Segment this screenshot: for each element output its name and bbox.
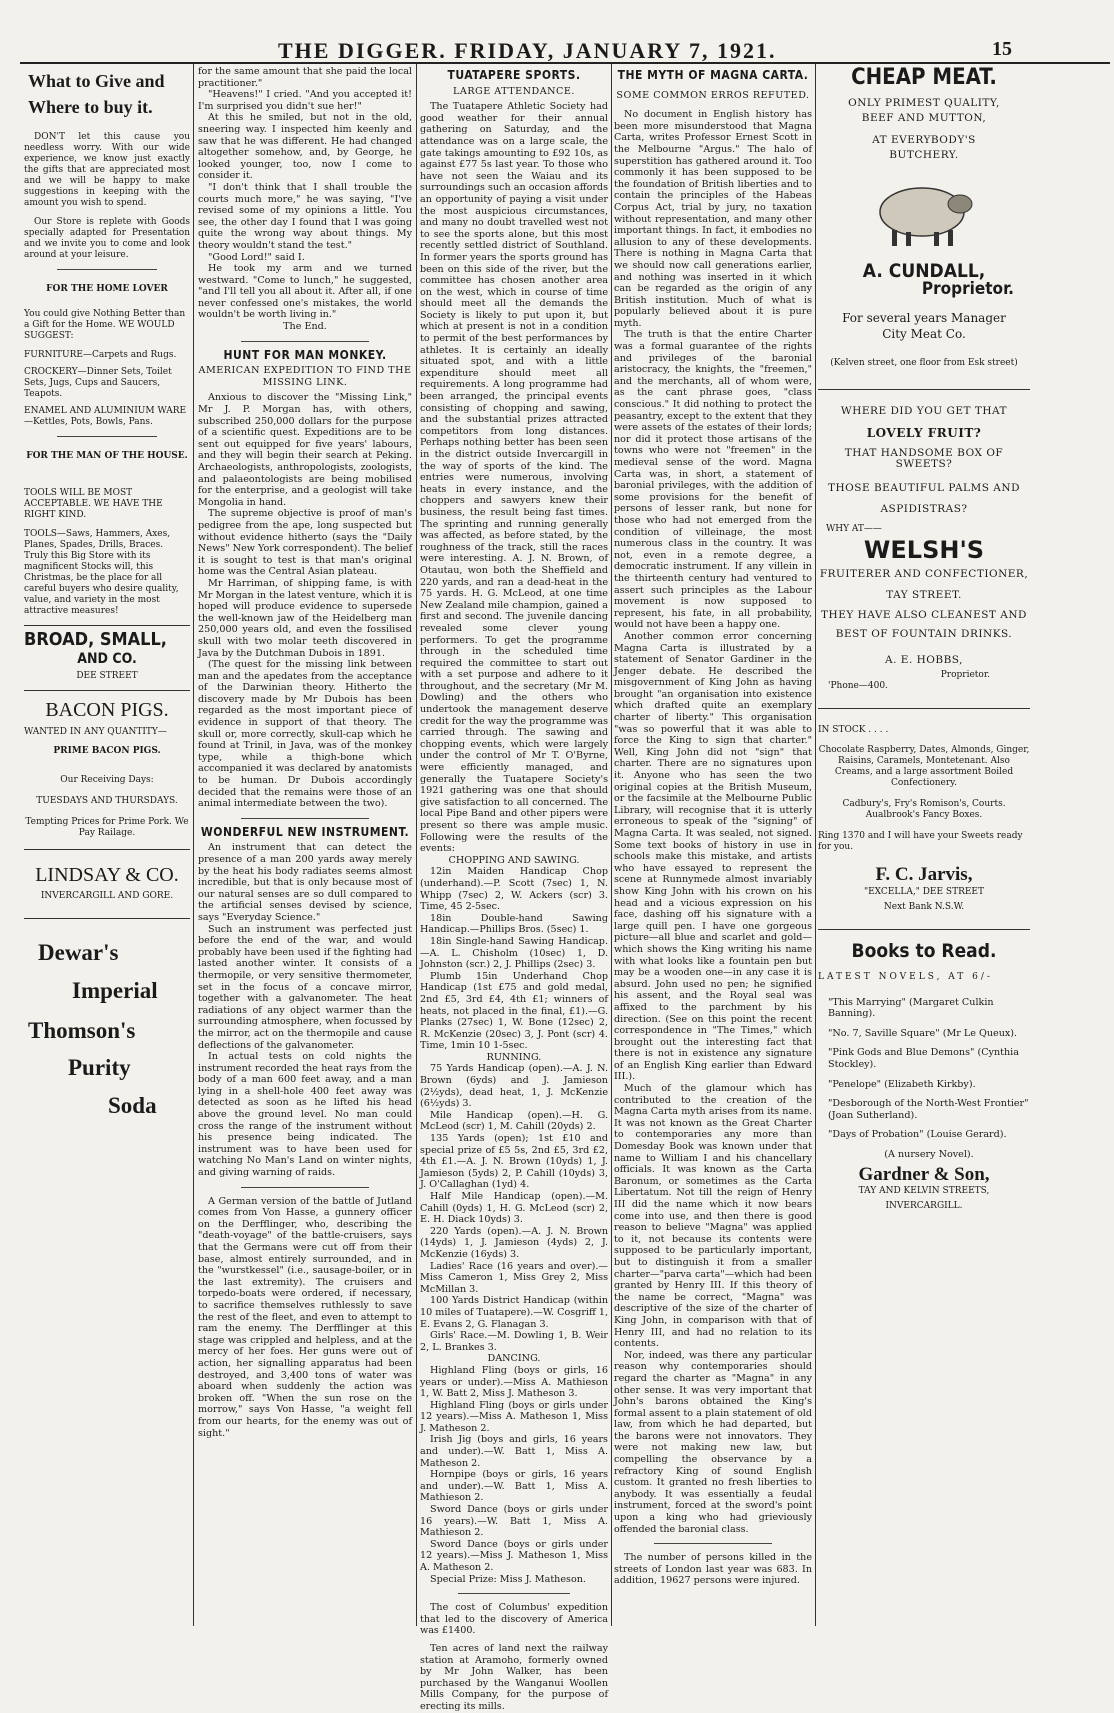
column-gifts	[24, 66, 190, 1626]
sports-paragraph: The Tuatapere Athletic Society had good weather for their annual gathering on Saturday, and the attendance was on a large scale, the gate takings amounting to £92 10s, as against £77 5s last year. To those who have not seen the Waiau and its surroundings such an occasion affords an opportunity of paying a visit under the most auspicious circumstances, and many no doubt travelled west not to see the sports alone, but this most recently settled district of Southland. In former years the sports ground has been on this side of the river, but the committee has chosen another area on the west, which in course of time should meet all the demands the Society is likely to put upon it, but which at present is not in a condition to permit of the best performances by athletes. It is certainly an ideally situated spot, and with a little expenditure should meet all requirements. A long programme had been arranged, the principal events consisting of chopping and sawing, and the substantial prizes attracted competitors from long distances. Perhaps nothing better has been seen in the district outside Invercargill in the way of sports of the kind. The entries were numerous, involving heats in every instance, and the choppers and sawyers knew their business, the result being fast times. The sprinting and running generally was affected, as before stated, by the roughness of the track, still the races were interesting. A. J. N. Brown, of Otautau, won both the Sheffield and 220 yards, and ran a dead-heat in the 75 yards. H. G. McLeod, at one time New Zealand mile champion, gained a first and second. The juvenile dancing revealed some clever young performers. To get the programme through in the scheduled time required the committee to start out with a set purpose and adhere to it throughout, and the secretary (Mr M. Dowling) and the others who undertook the management deserve credit for the way the programme was carried through. The sawing and chopping events, which were largely under the control of Mr T. O'Byrne, were efficiently managed, and generally the Tuatapere Society's 1921 gathering was one that should give satisfaction to all concerned. The local Pipe Band and other pipers were present so there was ample music. Following were the results of the events:	[420, 101, 608, 855]
story-paragraph: "Heavens!" I cried. "And you accepted it! I'm surprised you didn't sue her!"	[198, 89, 412, 112]
gardner-name: Gardner & Son,	[858, 1163, 990, 1185]
man-heading: FOR THE MAN OF THE HOUSE.	[26, 451, 188, 461]
result: 18in Single-hand Sawing Handicap.—A. L. Chisholm (10sec) 1, D. Johnston (scr.) 2, J. Phillips (2sec) 3.	[420, 935, 608, 971]
divider	[818, 708, 1030, 709]
broad-co: AND CO.	[77, 650, 137, 667]
result: Hornpipe (boys or girls, 16 years and under).—W. Batt 1, Miss A. Mathieson 2.	[420, 1469, 608, 1504]
divider	[57, 269, 157, 270]
result: Girls' Race.—M. Dowling 1, B. Weir 2, L. Brankes 3.	[420, 1330, 608, 1353]
gifts-intro: DON'T let this cause you needless worry. With our wide experience, we know just exactly the gifts that are appreciated most and we will be happy to make suggestions in keeping with the amount you wish to spend.	[24, 132, 190, 208]
jarvis-address: "EXCELLA," DEE STREET	[863, 887, 985, 898]
divider	[818, 389, 1030, 390]
bacon-days: TUESDAYS AND THURSDAYS.	[36, 795, 178, 806]
meat-line: BUTCHERY.	[889, 149, 959, 162]
result: Highland Fling (boys or girls, 16 years or under).—Miss A. Mathieson 1, W. Batt 2, Miss J. Matheson 3.	[420, 1364, 608, 1400]
novel-item: "Pink Gods and Blue Demons" (Cynthia Stockley).	[828, 1047, 1019, 1071]
result: 12in Maiden Handicap Chop (underhand).—P. Scott (7sec) 1, N. Whipp (7sec) 2, W. Ackers (scr) 3. Time, 45 2-5sec.	[420, 866, 608, 913]
gift-item: FURNITURE—Carpets and Rugs.	[24, 350, 177, 360]
novel-item: "Desborough of the North-West Frontier" (Joan Sutherland).	[828, 1098, 1029, 1121]
cundall-name: A. CUNDALL,	[862, 259, 986, 282]
story-end: The End.	[283, 321, 327, 333]
jutland-paragraph: A German version of the battle of Jutland comes from Von Hasse, a gunnery officer on the Derfflinger, who, describing the "death-voyage" of the battle-cruisers, says that the Germans were cut off from their base, almost entirely surrounded, and in the "wurstkessel" (i.e., sausage-boiler, or in the last extremity). The cruisers and torpedo-boats were ordered, if necessary, to sacrifice themselves ruthlessly to save the rest of the fleet, and even to attempt to ram the enemy. The Derfflinger at this stage was crippled and helpless, and at the mercy of her foes. Her guns were out of action, her signalling apparatus had been destroyed, and 3,400 tons of water was aboard when suddenly the action was broken off. "When the sun rose on the morrow," says Von Hasse, "a weight fell from our hearts, for the enemy was out of sight."	[198, 1195, 412, 1439]
divider	[24, 918, 190, 919]
story-paragraph: "Good Lord!" said I.	[208, 251, 305, 263]
bacon-prices: Tempting Prices for Prime Pork. We Pay Railage.	[25, 816, 189, 838]
lindsay-name: LINDSAY & CO.	[35, 863, 179, 886]
fruit-line: THAT HANDSOME BOX OF SWEETS?	[844, 446, 1004, 471]
books-latest: LATEST NOVELS, AT 6/-	[818, 971, 993, 982]
masthead-title: THE DIGGER. FRIDAY, JANUARY 7, 1921.	[278, 38, 777, 63]
column-rule	[193, 64, 194, 1626]
divider	[24, 625, 190, 626]
result: 135 Yards (open); 1st £10 and special prize of £5 5s, 2nd £5, 3rd £2, 4th £1.—A. J. N. Brown (10yds) 1, J. Jamieson (5yds) 2, P. Cahill (10yds) 3, J. O'Callaghan (1yd) 4.	[420, 1133, 608, 1191]
result: Half Mile Handicap (open).—M. Cahill (0yds) 1, H. G. McLeod (scr) 2, E. H. Diack 10yds) 3.	[420, 1191, 608, 1226]
instrument-paragraph: Such an instrument was perfected just before the end of the war, and would probably have been used if the fighting had lasted another winter. It consists of a thermopile, or very sensitive thermometer, set in the focus of a concave mirror, together with a galvanometer. The heat radiations of any object warmer than the surrounding atmosphere, when focussed by the mirror, act on the thermopile and cause deflections of the galvanometer.	[198, 923, 412, 1051]
meat-line: BEEF AND MUTTON,	[861, 112, 987, 125]
masthead	[20, 32, 1110, 64]
stock-brands: Cadbury's, Fry's Romison's, Courts. Aualbrook's Fancy Boxes.	[842, 799, 1006, 821]
hobbs-proprietor: Proprietor.	[940, 670, 990, 681]
page-number: 15	[992, 38, 1012, 60]
divider	[24, 849, 190, 850]
hunt-heading: HUNT FOR MAN MONKEY.	[223, 347, 387, 362]
novel-item: "No. 7, Saville Square" (Mr Le Queux).	[828, 1027, 1018, 1039]
novel-item: "This Marrying" (Margaret Culkin Banning).	[828, 996, 994, 1020]
instrument-paragraph: An instrument that can detect the presence of a man 200 yards away merely by the heat his body radiates seems almost incredible, but that is only because most of our natural senses are so dull compared to the artificial senses devised by science, says "Everyday Science."	[198, 842, 412, 923]
column-rule	[611, 64, 612, 1626]
result: 100 Yards District Handicap (within 10 miles of Tuatapere).—W. Cosgriff 1, E. Evans 2, G. Flanagan 3.	[420, 1295, 608, 1330]
columbus-paragraph: The cost of Columbus' expedition that led to the discovery of America was £1400.	[420, 1602, 608, 1637]
stock-ring: Ring 1370 and I will have your Sweets ready for you.	[818, 831, 1023, 853]
broad-name: BROAD, SMALL,	[24, 629, 167, 650]
sports-subheading: LARGE ATTENDANCE.	[453, 85, 575, 97]
story-paragraph: At this he smiled, but not in the old, sneering way. I inspected him keenly and saw that he was different. He had changed altogether somehow, and, by George, he looked younger, too, now I come to consider it.	[198, 112, 412, 182]
gifts-store: Our Store is replete with Goods specially adapted for Presentation and we invite you to come and look around at your leisure.	[24, 217, 190, 260]
result: Irish Jig (boys and girls, 16 years and under).—W. Batt 1, Miss A. Matheson 2.	[420, 1434, 608, 1469]
result: 75 Yards Handicap (open).—A. J. N. Brown (6yds) and J. Jamieson (2½yds), dead heat, 1, J. McKenzie (6½yds) 3.	[420, 1063, 608, 1110]
fruit-line: THOSE BEAUTIFUL PALMS AND	[828, 481, 1020, 494]
cundall-citymeat: City Meat Co.	[882, 326, 966, 341]
column-rule	[416, 64, 417, 1626]
welsh-line: THEY HAVE ALSO CLEANEST AND	[821, 608, 1027, 621]
bacon-heading: BACON PIGS.	[45, 699, 169, 722]
story-paragraph: for the same amount that she paid the local practitioner."	[198, 66, 412, 89]
hobbs-name: A. E. HOBBS,	[885, 653, 963, 666]
welsh-line: BEST OF FOUNTAIN DRINKS.	[835, 628, 1013, 641]
hunt-subheading: AMERICAN EXPEDITION TO FIND THE MISSING LINK.	[198, 365, 412, 388]
stock-text: Chocolate Raspberry, Dates, Almonds, Ginger, Raisins, Caramels, Montetenant. Also Creams, and a large assortment Boiled Confectionery.	[818, 745, 1030, 789]
magna-heading: THE MYTH OF MAGNA CARTA.	[617, 68, 809, 82]
running-heading: RUNNING.	[486, 1051, 542, 1063]
divider	[57, 436, 157, 437]
broad-street: DEE STREET	[76, 671, 138, 682]
hunt-paragraph: Mr Harriman, of shipping fame, is with Mr Morgan in the latest venture, which it is hoped will produce evidence to supersede the well-known jaw of the Heidelberg man 250,000 years old, and even the fossilised skull with two molar teeth discovered in Java by the Dutchman Dubois in 1891.	[198, 577, 412, 659]
welsh-line: FRUITERER AND CONFECTIONER,	[819, 567, 1029, 580]
dewars-line: Imperial	[72, 977, 158, 1003]
bacon-wanted: WANTED IN ANY QUANTITY—	[24, 726, 167, 737]
novel-item: "Penelope" (Elizabeth Kirkby).	[828, 1078, 976, 1090]
hobbs-phone: 'Phone—400.	[828, 681, 888, 692]
magna-paragraph: No document in English history has been more misunderstood that Magna Carta, writes Professor Ernest Scott in the Melbourne "Argus." The halo of superstition has gathered around it. Too commonly it has been supposed to be the foundation of British liberties and to contain the principles of the Habeas Corpus Act, trial by jury, no taxation without representation, and many other important things. In fact, it embodies no allusion to any of these developments. There is nothing in Magna Carta that we should now call generations earlier, and nothing was inserted in it which can be regarded as the origin of any British institution. Much of what is popularly believed about it is pure myth.	[614, 109, 812, 329]
gifts-heading: What to Give and Where to buy it.	[28, 71, 165, 117]
stock-heading: IN STOCK . . . .	[818, 725, 889, 736]
hunt-paragraph: Anxious to discover the "Missing Link," Mr J. P. Morgan has, with others, subscribed 250,000 dollars for the purpose of a scientific quest. Expeditions are to be sent out equipped for five years' labours, and they will begin their search at Peking. Archaeologists, anthropologists, zoologists, and palaeontologists are being mobilised for the enterprise, and a geologist will take Mongolia in hand.	[198, 392, 412, 508]
fruit-line: WHERE DID YOU GET THAT	[840, 405, 1008, 418]
jarvis-bank: Next Bank N.S.W.	[883, 902, 965, 913]
meat-line: AT EVERYBODY'S	[872, 133, 976, 146]
divider	[241, 341, 369, 342]
novel-item: "Days of Probation" (Louise Gerard).	[828, 1129, 1007, 1141]
result: Sword Dance (boys or girls under 12 years).—Miss J. Matheson 1, Miss A. Matheson 2.	[420, 1538, 608, 1573]
cundall-proprietor: Proprietor.	[921, 278, 1014, 299]
cundall-address: (Kelven street, one floor from Esk street)	[830, 358, 1018, 369]
result: Ladies' Race (16 years and over).—Miss Cameron 1, Miss Grey 2, Miss McMillan 3.	[420, 1260, 608, 1295]
divider	[24, 690, 190, 691]
result: 220 Yards (open).—A. J. N. Brown (14yds) 1, J. Jamieson (4yds) 2, J. McKenzie (16yds) 3.	[420, 1225, 608, 1260]
result: Special Prize: Miss J. Matheson.	[430, 1573, 586, 1585]
home-text: You could give Nothing Better than a Gift for the Home. WE WOULD SUGGEST:	[24, 309, 186, 341]
result: Highland Fling (boys or girls under 12 years).—Miss A. Matheson 1, Miss J. Matheson 2.	[420, 1399, 608, 1434]
welsh-name: WELSH'S	[863, 535, 985, 564]
bacon-days-label: Our Receiving Days:	[60, 774, 154, 785]
books-heading: Books to Read.	[851, 940, 997, 963]
result: 18in Double-hand Sawing Handicap.—Phillips Bros. (5sec) 1.	[420, 912, 608, 936]
hunt-paragraph: The supreme objective is proof of man's pedigree from the ape, long suspected but without evidence hitherto (says the "Daily News" New York correspondent). The belief it is sought to test is that man's original home was the Central Asian plateau.	[198, 508, 412, 578]
sports-heading: TUATAPERE SPORTS.	[447, 68, 581, 82]
column-magna-carta	[614, 66, 812, 1626]
jarvis-name: F. C. Jarvis,	[875, 864, 973, 886]
dewars-line: Dewar's	[38, 940, 119, 966]
sheep-icon	[864, 174, 984, 252]
dancing-heading: DANCING.	[487, 1353, 541, 1365]
hunt-paragraph: (The quest for the missing link between man and the apedates from the acceptance of the Darwinian theory. Hitherto the discovery made by Mr Dubois has been regarded as the most important piece of evidence in support of that theory. The skull or, more correctly, skull-cap which he found at Trinil, in Java, was of the monkey type, while a thigh-bone which accompanied it was declared by anatomists to be human. Dr Dubois accordingly decided that the remains were those of an animal intermediate between the two).	[198, 659, 412, 810]
magna-paragraph: The truth is that the entire Charter was a formal guarantee of the rights and privileges of the baronial aristocracy, the knights, the "freemen," and the merchants, all of whom were, as the cant phrase goes, "class conscious." It did nothing to protect the peasantry, except to the extent that they were assets of the estates of their lords; nor did it protect those artisans of the towns who were not "freemen" in the medieval sense of the word. Magna Carta was, in short, a statement of baronial privileges, with the addition of some provisions for the benefit of persons of lesser rank, but none for those who had not emerged from the condition of villeinage, the most numerous class in the country. It was not, even in a remote degree, a democratic instrument. If any villein in the thirteenth century had ventured to assert such principles as the Labour movement is now supposed to represent, his fate, in all probability, would not have been a happy one.	[614, 329, 812, 631]
dewars-line: Soda	[108, 1092, 157, 1118]
divider	[241, 818, 369, 819]
instrument-heading: WONDERFUL NEW INSTRUMENT.	[200, 824, 410, 839]
magna-subheading: SOME COMMON ERROS REFUTED.	[616, 89, 810, 101]
novel-item: (A nursery Novel).	[884, 1149, 974, 1160]
welsh-line: TAY STREET.	[886, 589, 962, 602]
tools-text: TOOLS WILL BE MOST ACCEPTABLE. WE HAVE THE RIGHT KIND.	[24, 488, 163, 520]
dewars-line: Purity	[68, 1055, 131, 1081]
magna-paragraph: Nor, indeed, was there any particular reason why contemporaries should regard the charter as "Magna" in any other sense. It was very important that John's barons obtained the King's formal assent to a plain statement of old law, from which he had departed, but the barons were not innovators. They were not making new law, but compelling the observance by a refractory King of sound English custom. It granted no fresh liberties to anybody. It was essentially a feudal instrument, forced at the sword's point upon a king who had grieviously offended the baronial class.	[614, 1349, 812, 1535]
column-stories	[198, 66, 412, 1626]
railway-paragraph: Ten acres of land next the railway station at Aramoho, formerly owned by Mr John Walker, has been purchased by the Wanganui Woollen Mills Company, for the purpose of erecting its mills.	[420, 1642, 608, 1712]
divider	[241, 1187, 369, 1188]
story-paragraph: He took my arm and we turned westward. "Come to lunch," he suggested, "and I'll tell you all about it. After all, if one never confessed one's mistakes, the world wouldn't be worth living in."	[198, 263, 412, 321]
gift-item: ENAMEL AND ALUMINIUM WARE—Kettles, Pots, Bowls, Pans.	[24, 406, 187, 427]
magna-paragraph: Another common error concerning Magna Carta is illustrated by a statement of Senator Gardiner in the Jenger debate. He described the misgovernment of King John as having brought "an organisation into existence which drafted quite an exemplary charter of liberty." This organisation "was so powerful that it was able to force the King to sign that charter." Well, King John did not "sign" that charter. There are no signatures upon it. Anyone who has seen the two original copies at the British Museum, or the facsimile at the Melbourne Public Library, will recognise that it is utterly erroneous to speak of the "signing" of Magna Carta. It was sealed, not signed. Some text books of history in use in schools make this mistake, and artists who have essayed to represent the scene at Runnymede almost invariably show King John with his crown on his head and a vicious expression on his face, dashing off his signature with a large quill pen. I have one gorgeous picture—all blue and scarlet and gold—which shows the King writing his name with what looks like a fountain pen but may be a wooden one—in any case it is absurd. John used no pen; he signified his assent, and the Royal seal was affixed to the parchment by his direction. (See on this point the recent correspondence in "The Times," which brought out the interesting fact that there is not in existence any signature of an English King earlier than Edward III.).	[614, 630, 812, 1083]
chopping-heading: CHOPPING AND SAWING.	[448, 854, 580, 866]
result: Plumb 15in Underhand Chop Handicap (1st £75 and gold medal, 2nd £5, 3rd £4, 4th £1; winners of heats, not placed in the final, £1).—G. Planks (27sec) 1, W. Bone (12sec) 2, R. McKenzie (20sec) 3, J. Pont (scr) 4. Time, 1min 10 1-5sec.	[420, 970, 608, 1052]
fruit-line: ASPIDISTRAS?	[880, 503, 968, 516]
gift-item: CROCKERY—Dinner Sets, Toilet Sets, Jugs, Cups and Saucers, Teapots.	[24, 367, 172, 399]
london-paragraph: The number of persons killed in the streets of London last year was 683. In addition, 19627 persons were injured.	[614, 1552, 812, 1587]
result: Mile Handicap (open).—H. G. McLeod (scr) 1, M. Cahill (20yds) 2.	[420, 1109, 608, 1133]
column-sports	[420, 66, 608, 1712]
instrument-paragraph: In actual tests on cold nights the instrument recorded the heat rays from the body of a man 600 feet away, and a man lying in a shell-hole 400 feet away was detected as soon as he lifted his head above the ground level. No man could cross the range of the instrument without his presence being indicated. The instrument was to have been used for watching No Man's Land on winter nights, and giving warning of raids.	[198, 1051, 412, 1179]
home-heading: FOR THE HOME LOVER	[46, 284, 168, 294]
fruit-line: WHY AT——	[826, 523, 882, 534]
result: Sword Dance (boys or girls under 16 years).—W. Batt 1, Miss A. Mathieson 2.	[420, 1504, 608, 1539]
column-rule	[815, 64, 816, 1626]
story-paragraph: "I don't think that I shall trouble the courts much more," he was saying, "I've revised some of my opinions a little. You see, the other day I found that I was going quite the wrong way about things. My theory wouldn't stand the test."	[198, 181, 412, 251]
dewars-line: Thomson's	[28, 1017, 136, 1043]
divider	[654, 1543, 773, 1544]
tools-list: TOOLS—Saws, Hammers, Axes, Planes, Spades, Drills, Braces. Truly this Big Store with its magnificent Stocks will, this Christmas, be the place for all careful buyers who desire quality, value, and variety in the most attractive measures!	[24, 529, 179, 616]
gardner-street: TAY AND KELVIN STREETS,	[858, 1186, 990, 1197]
meat-line: ONLY PRIMEST QUALITY,	[848, 96, 1000, 109]
magna-paragraph: Much of the glamour which has contributed to the creation of the Magna Carta myth arises from its name. It was not known as the Great Charter to contemporaries any more than Domesday Book was known under that name to William I and his chancellary officials. It was known as the Carta Baronum, or sometimes as the Carta Libertatum. Not till the reign of Henry III did the name which it now bears come into use, and then there is good reason to believe "Magna" was applied to it, not because its contents were supposed to be particularly important, but to distinguish it from a smaller charter—"parva carta"—which had been granted by Henry III. If this theory of the name be correct, "Magna" was descriptive of the size of the charter of King John, in comparison with that of Henry III, and had no relation to its contents.	[614, 1083, 812, 1350]
meat-heading: CHEAP MEAT.	[851, 65, 997, 90]
bacon-prime: PRIME BACON PIGS.	[53, 745, 161, 756]
divider	[818, 929, 1030, 930]
column-ads	[818, 66, 1030, 1626]
gardner-city: INVERCARGILL.	[885, 1201, 963, 1212]
divider	[458, 1593, 571, 1594]
lindsay-location: INVERCARGILL AND GORE.	[40, 891, 174, 902]
cundall-years: For several years Manager	[842, 311, 1006, 326]
fruit-line: LOVELY FRUIT?	[866, 425, 982, 440]
